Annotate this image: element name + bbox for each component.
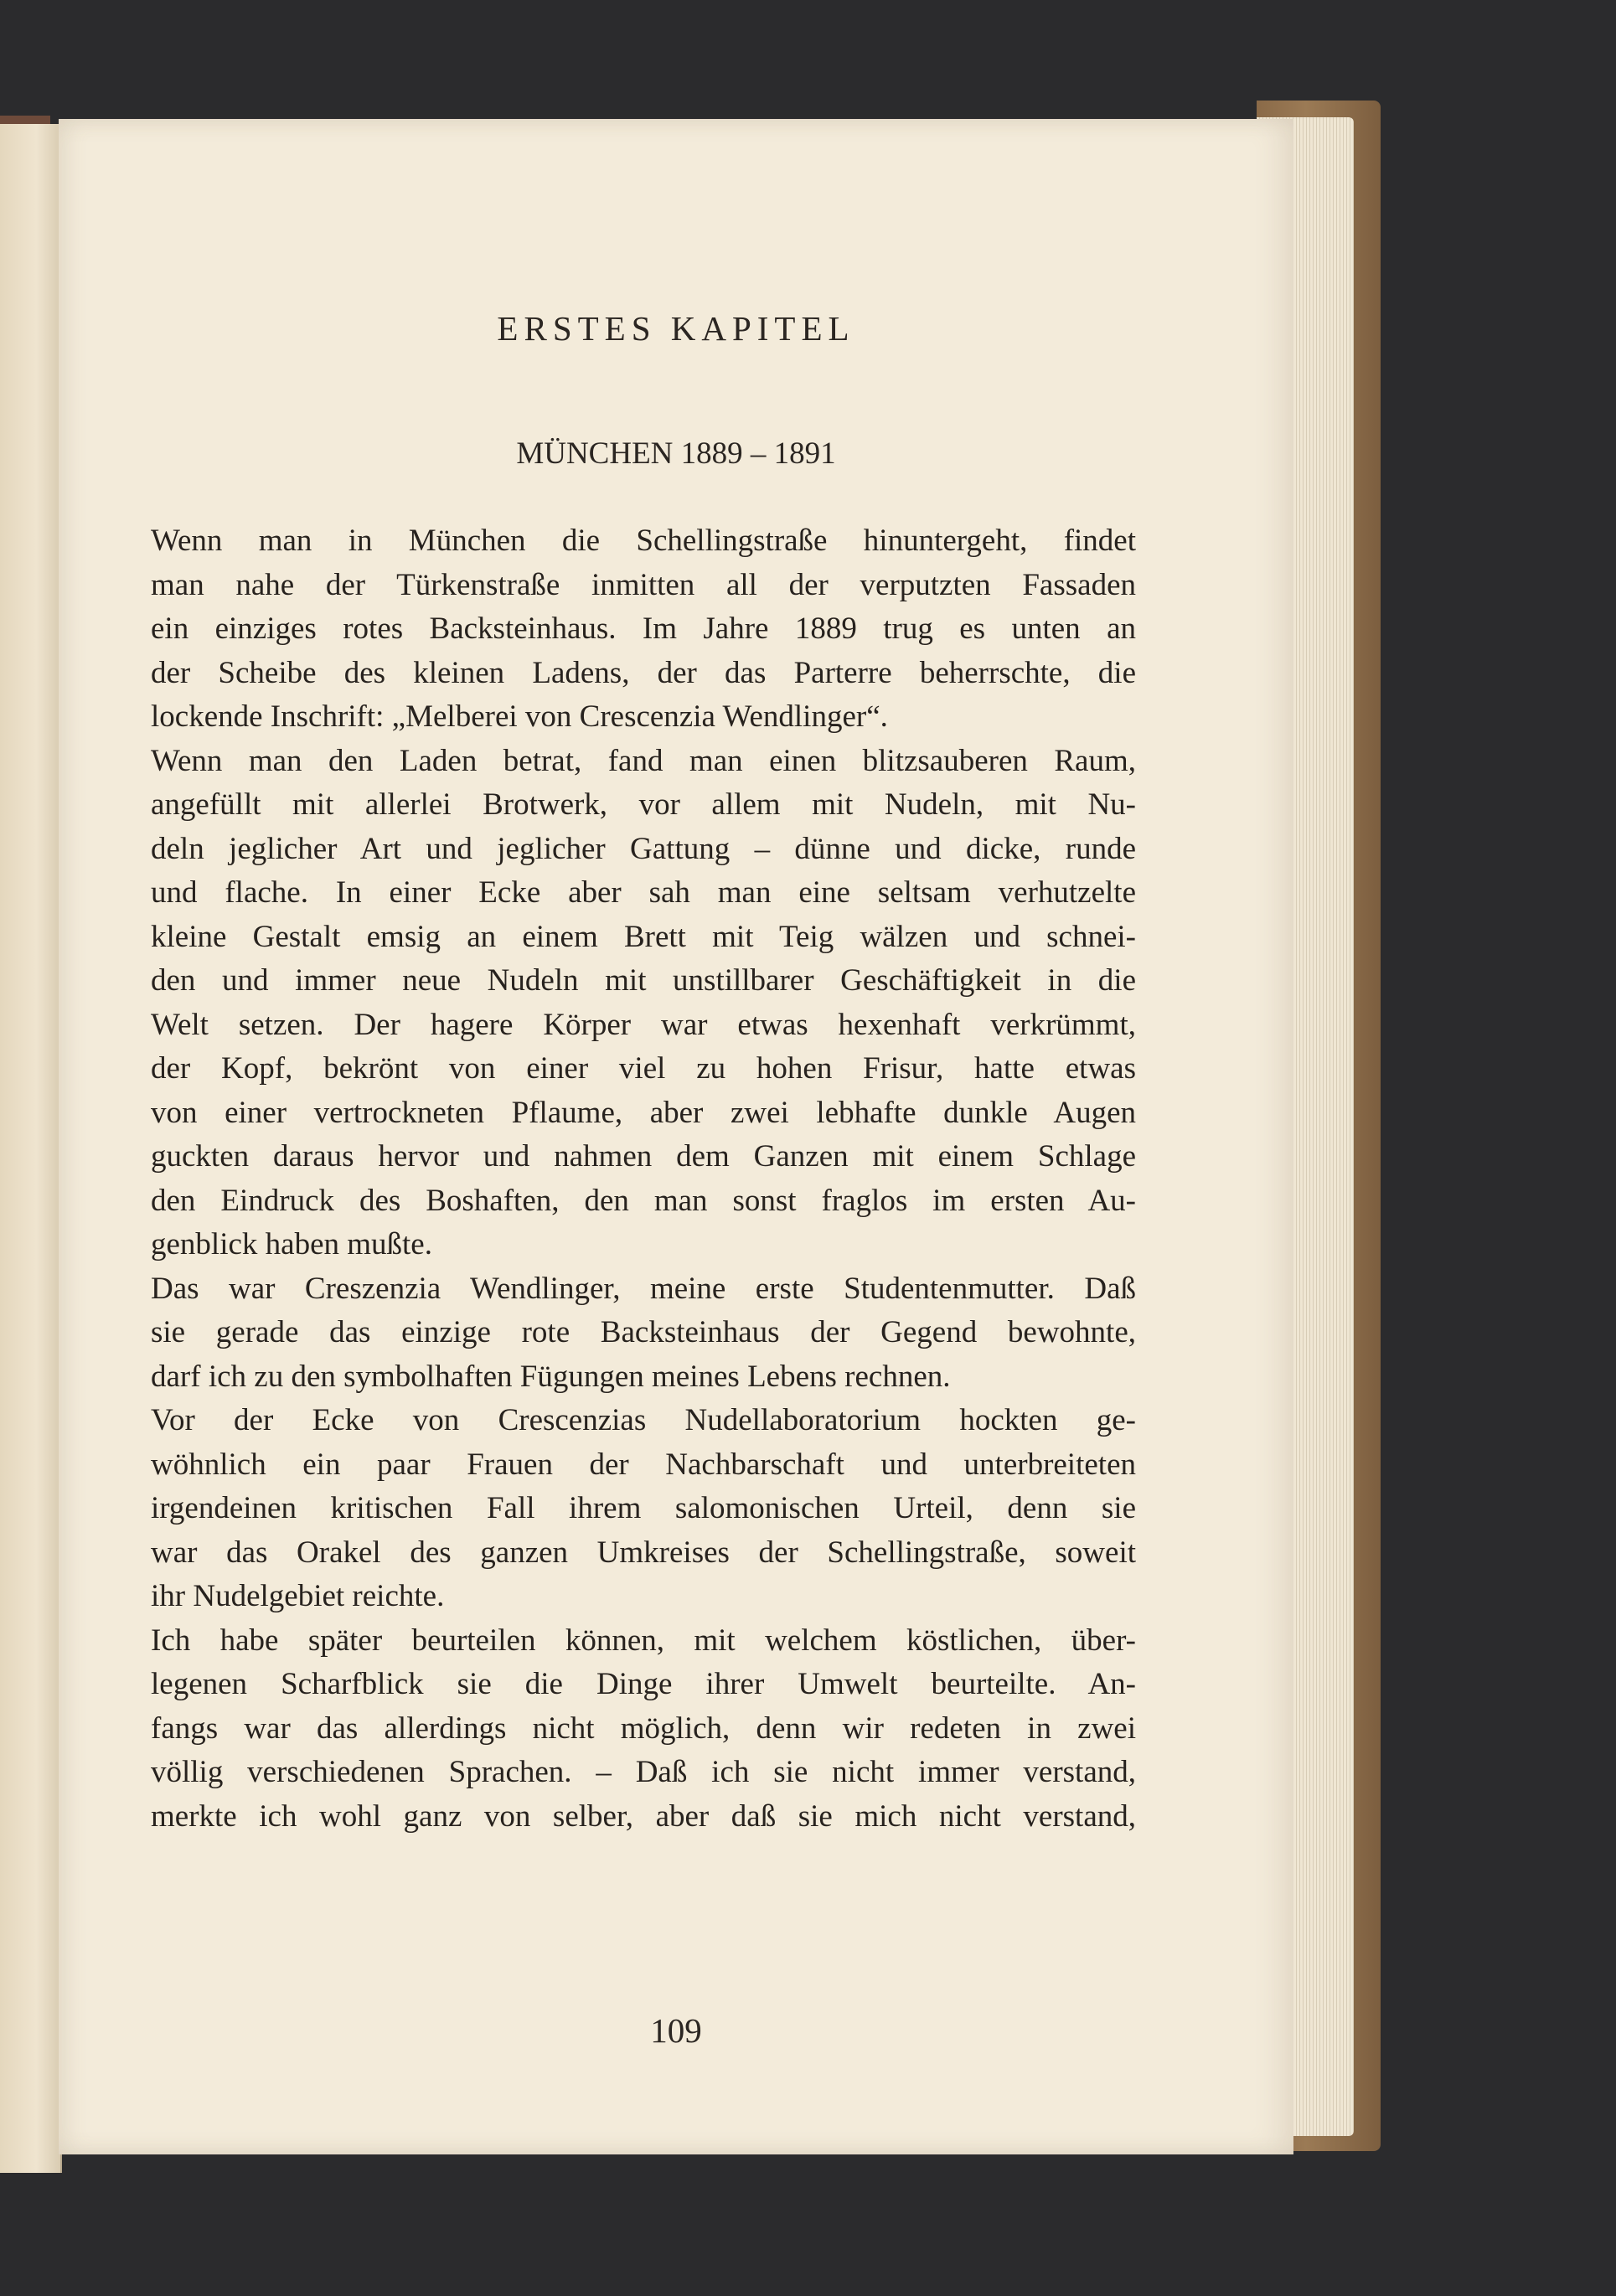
text-line: der Scheibe des kleinen Ladens, der das Parterre beherrschte, die [151,655,1136,690]
text-line: sie gerade das einzige rote Backsteinhaus der Gegend bewohnte, [151,1315,1136,1349]
text-line: lockende Inschrift: „Melberei von Crescenzia Wendlinger“. [151,699,888,734]
text-line: ihr Nudelgebiet reichte. [151,1579,445,1613]
text-line: Wenn man den Laden betrat, fand man einen blitzsauberen Raum, [151,743,1136,778]
page-number: 109 [650,2011,702,2050]
text-line: Wenn man in München die Schellingstraße hinuntergeht, findet [151,524,1136,558]
text-line: ein einziges rotes Backsteinhaus. Im Jahre 1889 trug es unten an [151,611,1136,646]
text-line: irgendeinen kritischen Fall ihrem salomonischen Urteil, denn sie [151,1491,1136,1525]
previous-page-edge [0,124,62,2173]
book-page [59,119,1293,2154]
text-line: der Kopf, bekrönt von einer viel zu hohen Frisur, hatte etwas [151,1051,1136,1086]
text-line: den Eindruck des Boshaften, den man sonst fraglos im ersten Au- [151,1183,1136,1218]
text-line: wöhnlich ein paar Frauen der Nachbarschaft und unterbreiteten [151,1447,1136,1482]
text-line: Welt setzen. Der hagere Körper war etwas hexenhaft verkrümmt, [151,1007,1136,1042]
body-text [151,519,1136,1839]
text-line: Das war Creszenzia Wendlinger, meine erste Studentenmutter. Daß [151,1271,1136,1306]
text-line: den und immer neue Nudeln mit unstillbarer Geschäftigkeit in die [151,963,1136,998]
text-line: Ich habe später beurteilen können, mit welchem köstlichen, über- [151,1623,1136,1658]
text-line: legenen Scharfblick sie die Dinge ihrer Umwelt beurteilte. An- [151,1667,1136,1701]
text-line: darf ich zu den symbolhaften Fügungen meines Lebens rechnen. [151,1359,951,1394]
text-line: völlig verschiedenen Sprachen. – Daß ich sie nicht immer verstand, [151,1755,1136,1789]
text-line: guckten daraus hervor und nahmen dem Ganzen mit einem Schlage [151,1139,1136,1174]
text-line: fangs war das allerdings nicht möglich, denn wir redeten in zwei [151,1710,1136,1746]
text-line: merkte ich wohl ganz von selber, aber daß sie mich nicht verstand, [151,1798,1136,1834]
text-line: man nahe der Türkenstraße inmitten all der verputzten Fassaden [151,567,1136,602]
text-line: angefüllt mit allerlei Brotwerk, vor allem mit Nudeln, mit Nu- [151,787,1136,822]
text-line: deln jeglicher Art und jeglicher Gattung – dünne und dicke, runde [151,831,1136,866]
text-line: und flache. In einer Ecke aber sah man eine seltsam verhutzelte [151,875,1136,910]
chapter-title: ERSTES KAPITEL [497,309,855,348]
section-title: MÜNCHEN 1889 – 1891 [516,436,836,471]
text-line: Vor der Ecke von Crescenzias Nudellaboratorium hockten ge- [151,1403,1136,1437]
text-line: von einer vertrockneten Pflaume, aber zwei lebhafte dunkle Augen [151,1095,1136,1130]
text-line: war das Orakel des ganzen Umkreises der Schellingstraße, soweit [151,1535,1136,1570]
text-line: genblick haben mußte. [151,1227,432,1262]
text-line: kleine Gestalt emsig an einem Brett mit Teig wälzen und schnei- [151,919,1136,954]
